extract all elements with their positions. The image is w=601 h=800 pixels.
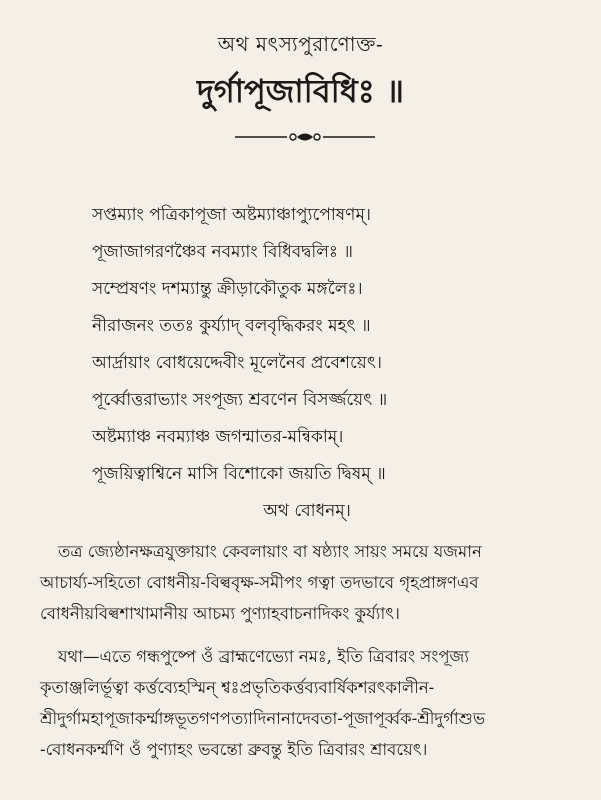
- verse-line: সপ্তম্যাং পত্রিকাপূজা অষ্টম্যাঞ্চাপ্যুপোষণম্।: [92, 205, 371, 225]
- verse-line: পূজয়িত্বাশ্বিনে মাসি বিশোকো জয়তি দ্বিষম্ ॥: [92, 464, 386, 484]
- verse-line: আর্দ্রায়াং বোধয়েদ্দেবীং মূলেনৈব প্রবেশয়েৎ।: [92, 353, 382, 373]
- verse-block: [92, 200, 562, 533]
- divider-ornament-icon: [235, 130, 375, 144]
- paragraph-line: -বোধনকর্ম্মণি ওঁ পুণ্যাহং ভবন্তো ব্রুবন্তু ইতি ত্রিবারং শ্রাবয়েৎ।: [40, 740, 428, 759]
- header-line: অথ মৎস্যপুরাণোক্ত-: [217, 32, 384, 56]
- paragraph-line: তত্র জ্যেষ্ঠানক্ষত্রযুক্তায়াং কেবলায়াং বা ষষ্ঠ্যাং সায়ং সময়ে যজমান: [58, 542, 482, 561]
- paragraph: [40, 536, 580, 629]
- paragraph: [40, 641, 580, 765]
- paragraph-line: আচার্য্য-সহিতো বোধনীয়-বিল্ববৃক্ষ-সমীপং গত্বা তদভাবে গৃহপ্রাঙ্গণএব: [40, 573, 479, 592]
- paragraph-line: বোধনীয়বিল্বশাখামানীয় আচম্য পুণ্যাহবাচনাদিকং কুর্য্যাৎ।: [40, 604, 400, 623]
- paragraph-line: যথা—এতে গন্ধপুষ্পে ওঁ ব্রাহ্মণেভ্যো নমঃ, ইতি ত্রিবারং সংপূজ্য: [58, 647, 470, 666]
- paragraph-line: শ্রীদুর্গামহাপূজাকর্ম্মাঙ্গভূতগণপত্যাদিনানাদেবতা-পূজাপূর্ব্বক-শ্রীদুর্গাশুভ: [40, 709, 486, 728]
- verse-line: সম্প্রেষণং দশম্যান্তু ক্রীড়াকৌতুক মঙ্গলৈঃ।: [92, 279, 363, 299]
- verse-line: অষ্টম্যাঞ্চ নবম্যাঞ্চ জগন্মাতর-মন্বিকাম্।: [92, 427, 344, 447]
- verse-line: পূর্ব্বোত্তরাভ্যাং সংপূজ্য শ্রবণেন বিসর্জ্জয়েৎ ॥: [92, 390, 388, 410]
- paragraph-line: কৃতাঞ্জলির্ভূত্বা কর্ত্তব্যেহস্মিন্ শ্বঃপ্রভৃতিকর্ত্তব্যবার্ষিকশরৎকালীন-: [40, 678, 435, 697]
- verse-line: পূজাজাগরণঞ্চৈব নবম্যাং বিধিবদ্বলিঃ ॥: [92, 242, 353, 262]
- page-title: দুর্গাপূজাবিধিঃ ॥: [196, 72, 405, 110]
- section-heading: অথ বোধনম্।: [263, 501, 351, 521]
- verse-line: নীরাজনং ততঃ কুর্য্যাদ্ বলবৃদ্ধিকরং মহৎ ॥: [92, 316, 371, 336]
